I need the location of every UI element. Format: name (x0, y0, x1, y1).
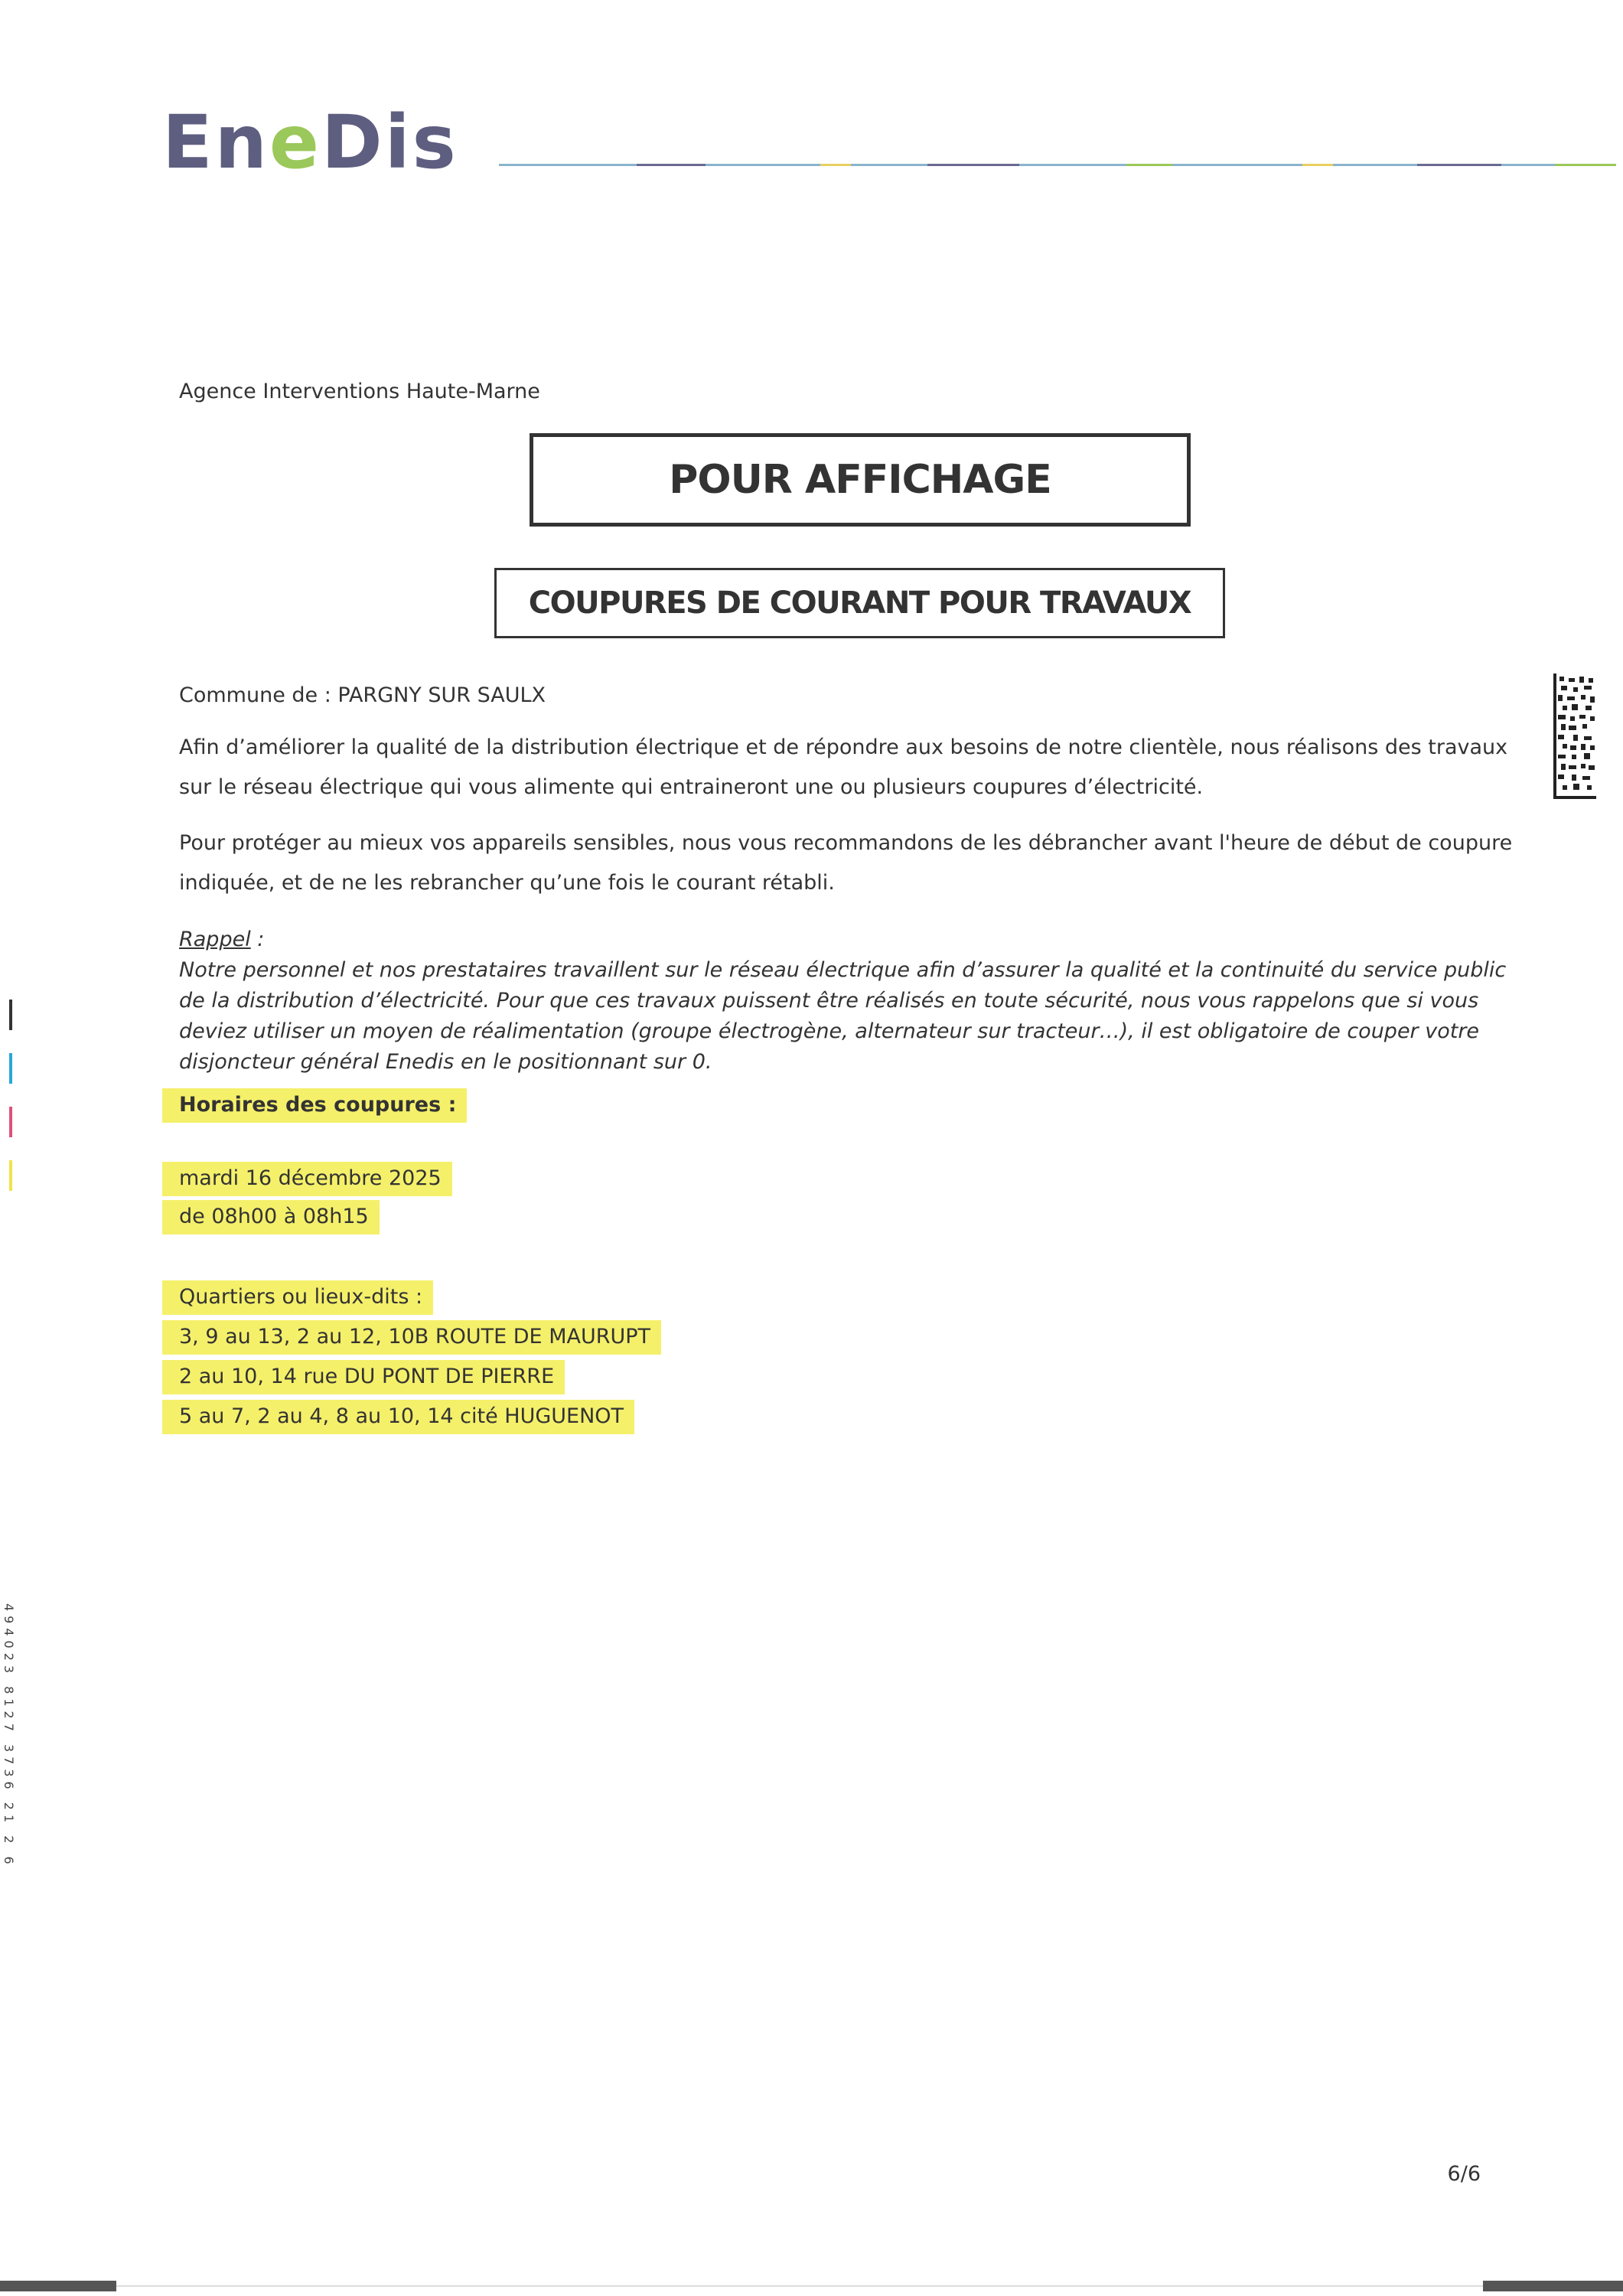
schedule-block (179, 1163, 452, 1240)
schedule-heading (179, 1090, 467, 1120)
logo-text-e: e (269, 99, 322, 185)
title-box (530, 433, 1191, 527)
agency-name: Agence Interventions Haute-Marne (179, 380, 540, 403)
reminder-heading (179, 925, 1506, 955)
intro-paragraph (179, 728, 1507, 807)
margin-mark-black (9, 1000, 12, 1030)
intro-line-2: sur le réseau électrique qui vous alimente qui entraineront une ou plusieurs coupures d’électricité. (179, 775, 1204, 799)
reminder-heading-colon: : (250, 928, 265, 951)
location-item: 2 au 10, 14 rue DU PONT DE PIERRE (162, 1360, 565, 1394)
enedis-logo (162, 99, 458, 185)
reminder-line-1: Notre personnel et nos prestataires travaillent sur le réseau électrique afin d’assurer la qualité et la continuité du service public (179, 958, 1507, 982)
header-rule (499, 163, 1616, 167)
reminder-line-3: deviez utiliser un moyen de réalimentation (groupe électrogène, alternateur sur tracteur…), il est obligatoire de couper votre (179, 1019, 1480, 1043)
logo-text-dis: Dis (321, 99, 458, 185)
locations-block (179, 1282, 661, 1441)
intro-line-1: Afin d’améliorer la qualité de la distribution électrique et de répondre aux besoins de notre clientèle, nous réalisons des travaux (179, 735, 1508, 759)
scan-edge-right (1483, 2281, 1623, 2291)
schedule-date: mardi 16 décembre 2025 (162, 1162, 452, 1196)
margin-code: 494023 8127 3736 21 2 6 (2, 1603, 16, 1869)
schedule-time: de 08h00 à 08h15 (162, 1200, 380, 1234)
locations-heading: Quartiers ou lieux-dits : (162, 1280, 433, 1315)
advice-paragraph (179, 823, 1512, 903)
location-item: 5 au 7, 2 au 4, 8 au 10, 14 cité HUGUENOT (162, 1400, 634, 1434)
page-subtitle: COUPURES DE COURANT POUR TRAVAUX (528, 585, 1191, 621)
subtitle-box (494, 568, 1225, 638)
datamatrix-code (1553, 673, 1596, 799)
logo-text-en: En (162, 99, 269, 185)
schedule-heading-text: Horaires des coupures : (162, 1088, 467, 1123)
location-item: 3, 9 au 13, 2 au 12, 10B ROUTE DE MAURUPT (162, 1320, 661, 1355)
page-number: 6/6 (1447, 2162, 1481, 2186)
commune-label: Commune de : PARGNY SUR SAULX (179, 683, 546, 707)
margin-mark-yellow (9, 1160, 12, 1191)
advice-line-1: Pour protéger au mieux vos appareils sensibles, nous vous recommandons de les débrancher avant l'heure de début de coupure (179, 831, 1513, 855)
scan-edge-line (116, 2285, 1483, 2287)
page-title: POUR AFFICHAGE (669, 457, 1051, 503)
reminder-line-4: disjoncteur général Enedis en le positionnant sur 0. (179, 1050, 712, 1074)
scan-edge-left (0, 2281, 116, 2291)
reminder-line-2: de la distribution d’électricité. Pour que ces travaux puissent être réalisés en toute sécurité, nous vous rappelons que si vous (179, 989, 1479, 1013)
advice-line-2: indiquée, et de ne les rebrancher qu’une fois le courant rétabli. (179, 871, 835, 895)
reminder-heading-text: Rappel (179, 928, 251, 951)
margin-mark-cyan (9, 1053, 12, 1084)
margin-mark-magenta (9, 1107, 12, 1137)
reminder-block (179, 925, 1506, 1078)
